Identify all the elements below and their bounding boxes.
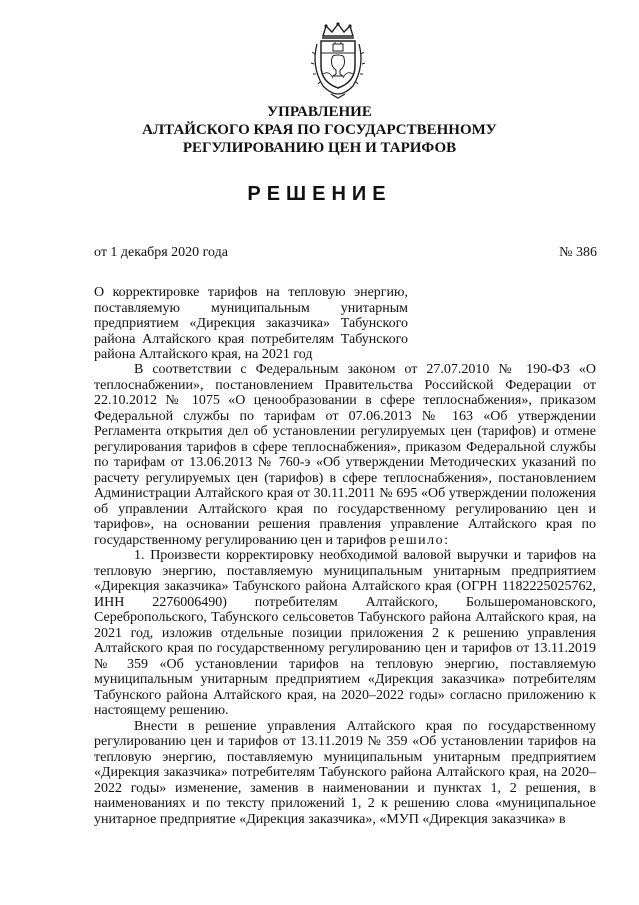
document-body [94, 362, 596, 827]
preamble-text: В соответствии с Федеральным законом от 27.07.2010 № 190-ФЗ «О теплоснабжении», постановлением Правительства Российской Федерации от 22.10.2012 № 1075 «О ценообразовании в сфере теплоснабжения», приказом Федеральной службы по тарифам от 07.06.2013 № 163 «Об утверждении Регламента открытия дел об установлении регулируемых цен (тарифов) и отмене регулирования тарифов в сфере теплоснабжения», приказом Федеральной службы по тарифам от 13.06.2013 № 760-э «Об утверждении Методических указаний по расчету регулируемых цен (тарифов) в сфере теплоснабжения», постановлением Администрации Алтайского края от 30.11.2011 № 695 «Об утверждении положения об управлении Алтайского края по государственному регулированию цен и тарифов», на основании решения правления управление Алтайского края по государственному регулированию цен и тарифов [94, 362, 596, 548]
agency-name-line2: АЛТАЙСКОГО КРАЯ ПО ГОСУДАРСТВЕННОМУ [142, 122, 497, 138]
preamble-paragraph [94, 362, 596, 548]
document-subject: О корректировке тарифов на тепловую энергию, поставляемую муниципальным унитарным предприятием «Дирекция заказчика» Табунского района Алтайского края потребителям Табунского района Алтайского края, на 2021 год [94, 285, 408, 362]
agency-name-line1: УПРАВЛЕНИЕ [267, 104, 372, 120]
altai-krai-coat-of-arms-icon [309, 22, 367, 100]
document-title: РЕШЕНИЕ [247, 183, 392, 205]
decided-word: решило [389, 532, 445, 548]
document-date: от 1 декабря 2020 года [94, 245, 228, 260]
preamble-colon: : [444, 532, 449, 548]
clause-amendment-paragraph: Внести в решение управления Алтайского края по государственному регулированию цен и тарифов от 13.11.2019 № 359 «Об установлении тарифов на тепловую энергию, поставляемую муниципальным унитарным предприятием «Дирекция заказчика» потребителям Табунского района Алтайского края, на 2020–2022 годы» изменение, заменив в наименовании и пунктах 1, 2 решения, в наименованиях и по тексту приложений 1, 2 к решению слова «муниципальное унитарное предприятие «Дирекция заказчика», «МУП «Дирекция заказчика» в [94, 718, 596, 827]
document-number: № 386 [559, 245, 597, 260]
agency-name-line3: РЕГУЛИРОВАНИЮ ЦЕН И ТАРИФОВ [182, 140, 457, 156]
clause-1-paragraph: 1. Произвести корректировку необходимой валовой выручки и тарифов на тепловую энергию, поставляемую муниципальным унитарным предприятием «Дирекция заказчика» Табунского района Алтайского края (ОГРН 1182225025762, ИНН 2276006490) потребителям Алтайского, Большеромановского, Серебропольского, Табунского сельсоветов Табунского района Алтайского края, на 2021 год, изложив отдельные позиции приложения 2 к решению управления Алтайского края по государственному регулированию цен и тарифов от 13.11.2019 № 359 «Об установлении тарифов на тепловую энергию, поставляемую муниципальным унитарным предприятием «Дирекция заказчика» потребителям Табунского района Алтайского края, на 2020–2022 годы» согласно приложению к настоящему решению. [94, 548, 596, 718]
